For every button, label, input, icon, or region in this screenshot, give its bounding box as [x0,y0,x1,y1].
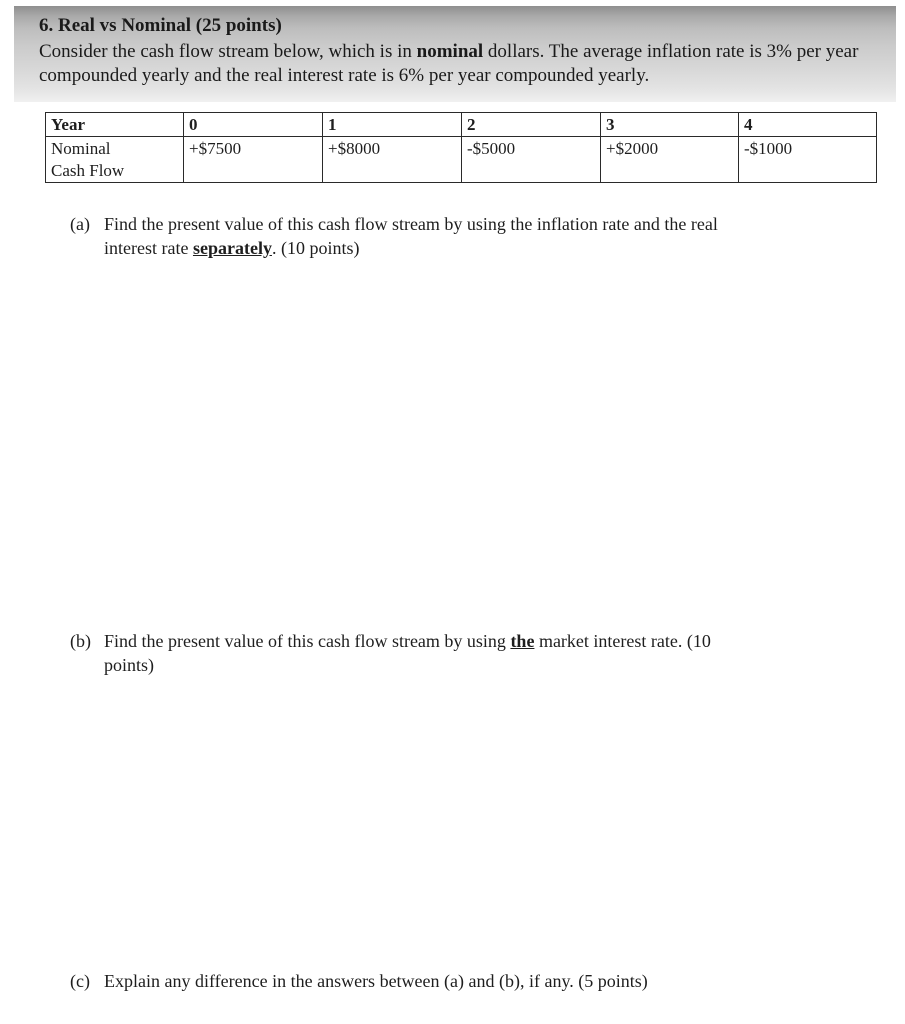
cash-flow-table [45,112,877,183]
cash-flow-cell: -$1000 [739,137,877,183]
part-a [70,212,718,260]
year-cell: 3 [601,113,739,137]
year-cell: 2 [462,113,601,137]
intro-text-2: dollars. The average inflation rate is 3% per year compounded yearly and the real interest rate is 6% per year compounded yearly. [39,41,859,86]
part-a-underlined: separately [192,238,272,258]
cash-flow-cell: +$8000 [323,137,462,183]
cash-flow-header-line2: Cash Flow [51,161,125,180]
question-title: 6. Real vs Nominal (25 points) [39,15,282,36]
cash-flow-header-line1: Nominal [51,139,111,158]
year-cell: 0 [184,113,323,137]
cash-flow-cell: +$2000 [601,137,739,183]
part-a-text-line1: Find the present value of this cash flow stream by using the inflation rate and the real [104,214,718,234]
part-c [70,969,648,993]
part-a-label: (a) [70,214,90,234]
part-b-text-line2: points) [104,655,155,675]
part-c-text: Explain any difference in the answers between (a) and (b), if any. (5 points) [104,971,648,991]
year-row [46,113,877,137]
year-cell: 1 [323,113,462,137]
intro-text-1: Consider the cash flow stream below, which is in [39,41,417,62]
part-a-text-pre: interest rate [104,238,193,258]
intro-bold-nominal: nominal [416,41,484,62]
part-a-text-post: . (10 points) [271,238,360,258]
question-intro [39,40,879,88]
part-b-label: (b) [70,631,91,651]
cash-flow-cell: +$7500 [184,137,323,183]
part-b-text-pre: Find the present value of this cash flow stream by using [104,631,511,651]
year-cell: 4 [739,113,877,137]
part-b-text-post: market interest rate. (10 [534,631,711,651]
cash-flow-cell: -$5000 [462,137,601,183]
year-header: Year [46,113,184,137]
part-c-label: (c) [70,971,90,991]
part-b [70,629,711,677]
cash-flow-row [46,137,877,183]
cash-flow-header [46,137,184,183]
part-b-underlined: the [510,631,535,651]
